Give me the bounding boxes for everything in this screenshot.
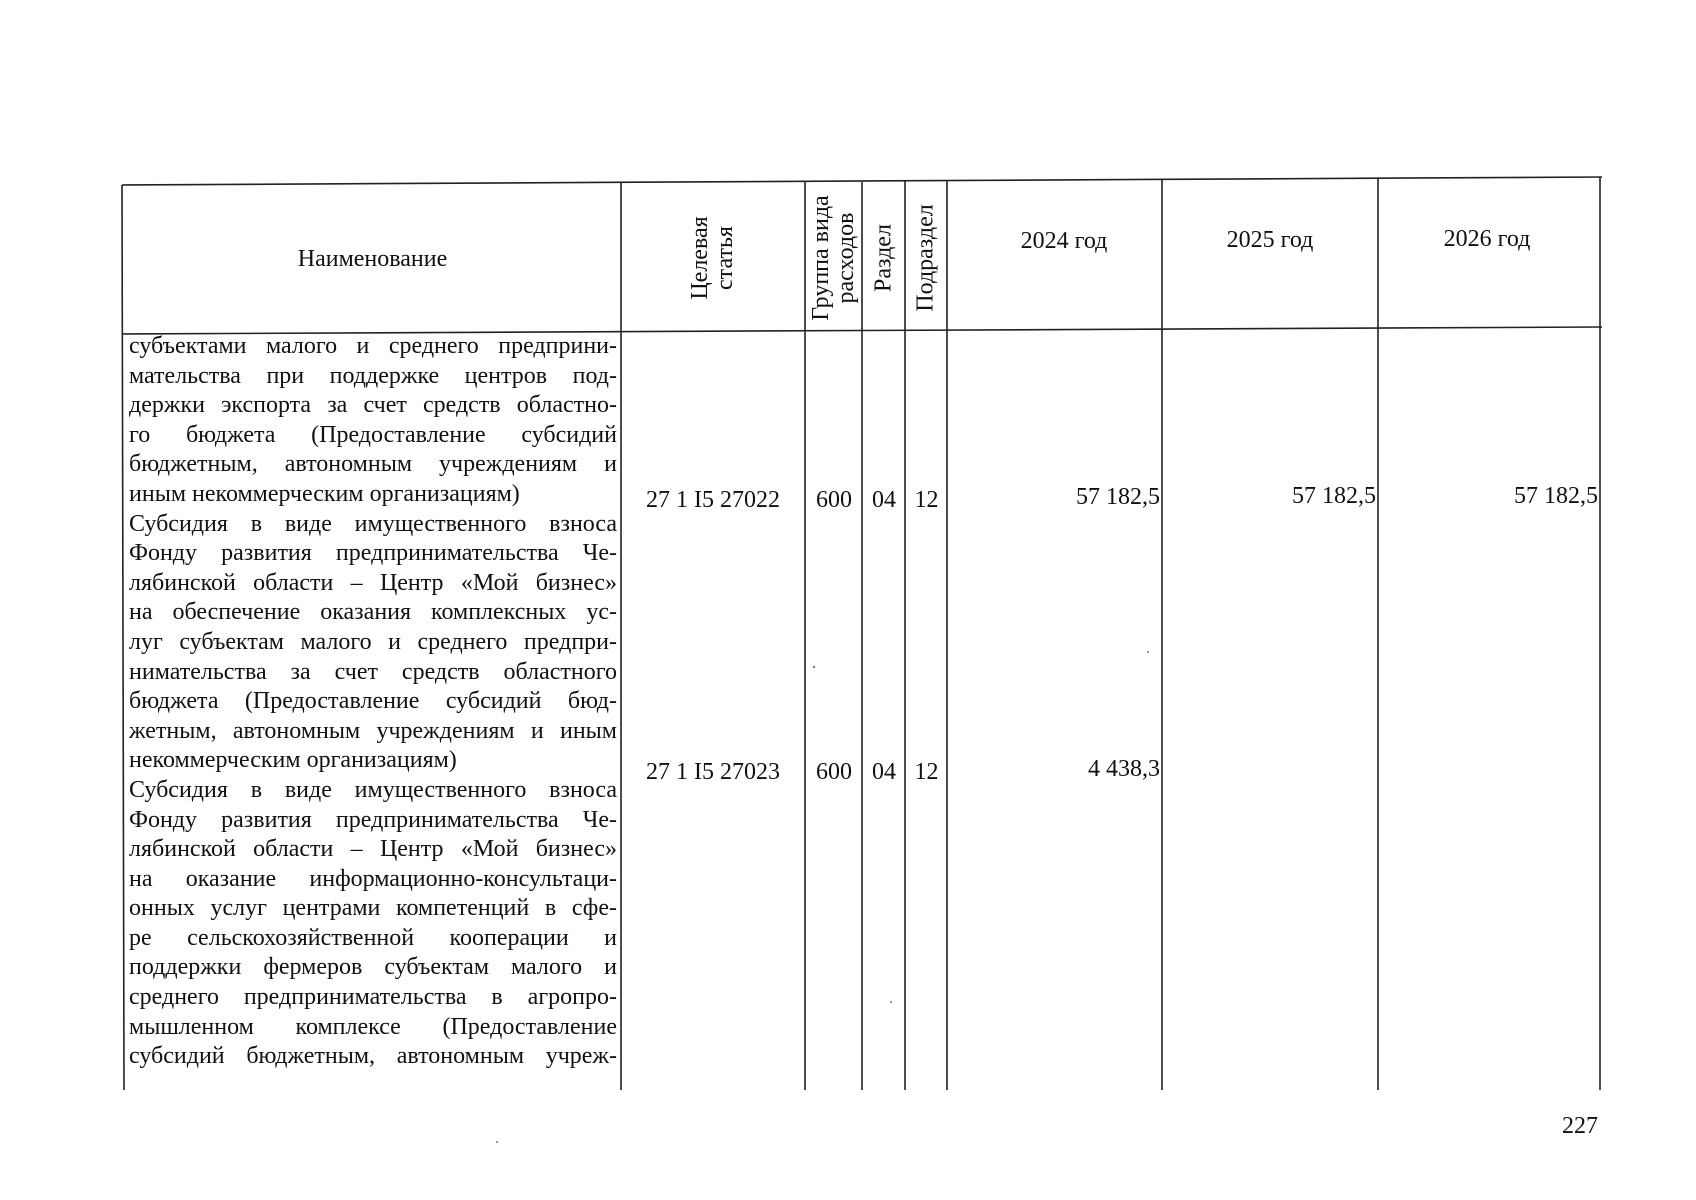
- row1-name-line: го бюджета (Предоставление субсидий: [129, 421, 617, 448]
- header-target-article: Целевая статья: [687, 216, 738, 300]
- row3-name-line: ре сельскохозяйственной кооперации и: [129, 924, 617, 951]
- row3-name-line: лябинской области – Центр «Мой бизнес»: [129, 836, 617, 863]
- row3-name-line: Фонду развития предпринимательства Че-: [129, 806, 617, 833]
- header-expense-group: Группа вида расходов: [808, 195, 859, 321]
- row2-name-line: Фонду развития предпринимательства Че-: [129, 540, 617, 567]
- row2-section: 04: [872, 759, 896, 785]
- row1-name-line: иным некоммерческим организациям): [129, 480, 520, 507]
- header-section: Раздел: [870, 224, 897, 292]
- row2-name-line: лябинской области – Центр «Мой бизнес»: [129, 569, 617, 596]
- row2-name-line: бюджета (Предоставление субсидий бюд-: [129, 688, 617, 715]
- row2-subsection: 12: [914, 759, 939, 785]
- row3-name-line: онных услуг центрами компетенций в сфе-: [129, 895, 617, 922]
- row1-2026: 57 182,5: [1514, 483, 1598, 509]
- page-number: 227: [1562, 1113, 1598, 1139]
- row1-name-line: бюджетным, автономным учреждениям и: [129, 451, 617, 478]
- scan-speck: [890, 1001, 892, 1003]
- row3-name-line: субсидий бюджетным, автономным учреж-: [129, 1043, 617, 1070]
- row1-article: 27 1 I5 27022: [646, 487, 780, 513]
- row3-name-line: поддержки фермеров субъектам малого и: [129, 954, 617, 981]
- row2-group: 600: [816, 759, 852, 785]
- row2-name-line: луг субъектам малого и среднего предпри-: [129, 628, 617, 655]
- row2-name-line: некоммерческим организациям): [129, 747, 457, 774]
- row1-2024: 57 182,5: [1076, 484, 1160, 510]
- row3-name-line: на оказание информационно-консультаци-: [129, 865, 617, 892]
- row3-name-line: мышленном комплексе (Предоставление: [129, 1013, 617, 1040]
- row3-name-line: среднего предпринимательства в агропро-: [129, 984, 617, 1011]
- row2-name-line: на обеспечение оказания комплексных ус-: [129, 599, 617, 626]
- header-subsection: Подраздел: [912, 204, 939, 312]
- row2-name-line: жетным, автономным учреждениям и иным: [129, 717, 617, 744]
- row2-article: 27 1 I5 27023: [646, 759, 780, 785]
- header-year-2026: 2026 год: [1443, 226, 1531, 252]
- row1-subsection: 12: [914, 487, 939, 513]
- row1-2025: 57 182,5: [1292, 483, 1376, 509]
- row1-group: 600: [816, 487, 852, 513]
- scan-speck: [1147, 651, 1149, 653]
- row2-2024: 4 438,3: [1088, 756, 1160, 782]
- row2-name-line: Субсидия в виде имущественного взноса: [129, 510, 617, 537]
- row2-name-line: нимательства за счет средств областного: [129, 658, 617, 685]
- row3-name-line: Субсидия в виде имущественного взноса: [129, 776, 617, 803]
- header-year-2024: 2024 год: [1020, 228, 1108, 254]
- header-name: Наименование: [297, 246, 448, 272]
- name-column: [129, 332, 617, 1072]
- header-year-2025: 2025 год: [1226, 227, 1314, 253]
- row1-name-line: мательства при поддержке центров под-: [129, 362, 617, 389]
- table-left-border: [122, 185, 124, 1090]
- row1-name-line: субъектами малого и среднего предприни-: [129, 333, 617, 359]
- scan-speck: [813, 666, 815, 668]
- scan-speck: [496, 1141, 498, 1143]
- row1-section: 04: [872, 487, 896, 513]
- row1-name-line: держки экспорта за счет средств областно-: [129, 392, 617, 419]
